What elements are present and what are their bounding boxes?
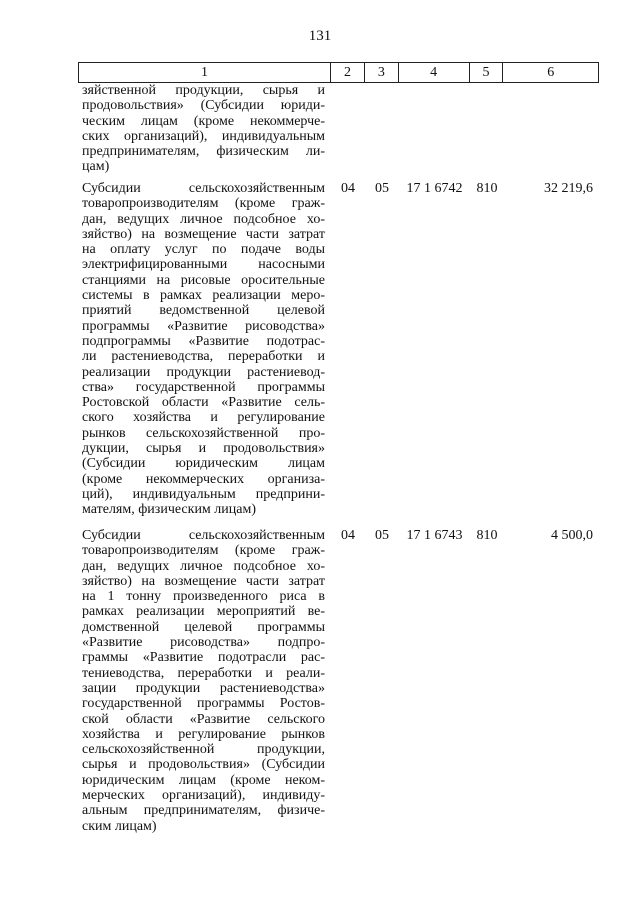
description-line: на оплату услуг по подаче воды xyxy=(82,242,325,258)
description-line: ского хозяйства и регулирование xyxy=(82,410,325,426)
description-line: Субсидии сельскохозяйственным xyxy=(82,181,325,196)
row-col-3: 05 xyxy=(375,181,389,196)
row-col-6: 4 500,0 xyxy=(551,528,593,543)
description-line: (кроме некоммерческих организа- xyxy=(82,471,325,487)
header-col-1: 1 xyxy=(79,63,331,82)
description-line: альным предпринимателям, физиче- xyxy=(82,803,325,819)
description-line: государственной программы Ростов- xyxy=(82,696,325,712)
description-line: системы в рамках реализации меро- xyxy=(82,288,325,304)
description-line: сырья и продовольствия» (Субсидии xyxy=(82,757,325,773)
description-line: дан, ведущих личное подсобное хо- xyxy=(82,558,325,574)
description-line: товаропроизводителям (кроме граж- xyxy=(82,543,325,559)
row-col-4: 17 1 6743 xyxy=(406,528,463,543)
table-row xyxy=(78,83,599,175)
row-col-2: 04 xyxy=(341,528,355,543)
description-line: ским лицам) xyxy=(82,818,157,834)
description-line: станциями на рисовые оросительные xyxy=(82,272,325,288)
description-line: Субсидии сельскохозяйственным xyxy=(82,528,325,543)
row-col-5 xyxy=(470,83,504,175)
table-row xyxy=(78,181,599,518)
header-col-2: 2 xyxy=(331,63,365,82)
description-line: ций), индивидуальным предприни- xyxy=(82,486,325,502)
description-line: дукции, сырья и продовольствия» xyxy=(82,441,325,457)
header-col-3: 3 xyxy=(365,63,399,82)
description-line: продовольствия» (Субсидии юриди- xyxy=(82,98,325,114)
row-col-5: 810 xyxy=(476,181,498,196)
row-col-2 xyxy=(331,83,365,175)
description-line: ческим лицам (кроме некоммерче- xyxy=(82,113,325,129)
row-col-3: 05 xyxy=(375,528,389,543)
description-line: зяйство) на возмещение части затрат xyxy=(82,573,325,589)
description-line: ской области «Развитие сельского xyxy=(82,711,325,727)
description-line: хозяйства и регулирование рынков xyxy=(82,726,325,742)
description-line: зации продукции растениеводства» xyxy=(82,680,325,696)
description-line: (Субсидии юридическим лицам xyxy=(82,456,325,472)
page-number: 131 xyxy=(308,28,332,44)
description-line: тениеводства, переработки и реали- xyxy=(82,665,325,681)
description-line: рынков сельскохозяйственной про- xyxy=(82,425,325,441)
description-line: товаропроизводителям (кроме граж- xyxy=(82,196,325,212)
description-line: ских организаций), индивидуальным xyxy=(82,128,325,144)
row-col-2: 04 xyxy=(341,181,355,196)
table-row xyxy=(78,528,599,834)
description-line: реализации продукции растениевод- xyxy=(82,364,325,380)
description-line: мателям, физическим лицам) xyxy=(82,502,256,518)
row-description xyxy=(78,181,331,518)
description-line: на 1 тонну произведенного риса в xyxy=(82,589,325,605)
row-col-5: 810 xyxy=(476,528,498,543)
description-line: сельскохозяйственной продукции, xyxy=(82,742,325,758)
description-line: домственной целевой программы xyxy=(82,619,325,635)
description-line: зяйство) на возмещение части затрат xyxy=(82,226,325,242)
description-line: программы «Развитие рисоводства» xyxy=(82,318,325,334)
description-line: Ростовской области «Развитие сель- xyxy=(82,395,325,411)
description-line: цам) xyxy=(82,159,110,175)
row-col-6 xyxy=(504,83,599,175)
description-line: приятий ведомственной целевой xyxy=(82,303,325,319)
description-line: предпринимателям, физическим ли- xyxy=(82,144,325,160)
description-line: зяйственной продукции, сырья и xyxy=(82,83,325,98)
description-line: мерческих организаций), индивиду- xyxy=(82,788,325,804)
row-col-4: 17 1 6742 xyxy=(406,181,463,196)
row-description xyxy=(78,528,331,834)
description-line: «Развитие рисоводства» подпро- xyxy=(82,635,325,651)
row-col-4 xyxy=(399,83,470,175)
description-line: рамках реализации мероприятий ве- xyxy=(82,604,325,620)
description-line: граммы «Развитие подотрасли рас- xyxy=(82,650,325,666)
table-header xyxy=(78,62,599,83)
header-col-4: 4 xyxy=(399,63,470,82)
description-line: ли растениеводства, переработки и xyxy=(82,349,325,365)
row-col-6: 32 219,6 xyxy=(544,181,593,196)
description-line: юридическим лицам (кроме неком- xyxy=(82,772,325,788)
description-line: дан, ведущих личное подсобное хо- xyxy=(82,211,325,227)
header-col-5: 5 xyxy=(470,63,504,82)
row-col-3 xyxy=(365,83,399,175)
row-description xyxy=(78,83,331,175)
header-col-6: 6 xyxy=(547,65,555,80)
description-line: электрифицированными насосными xyxy=(82,257,325,273)
description-line: подпрограммы «Развитие подотрас- xyxy=(82,333,325,349)
description-line: ства» государственной программы xyxy=(82,379,325,395)
